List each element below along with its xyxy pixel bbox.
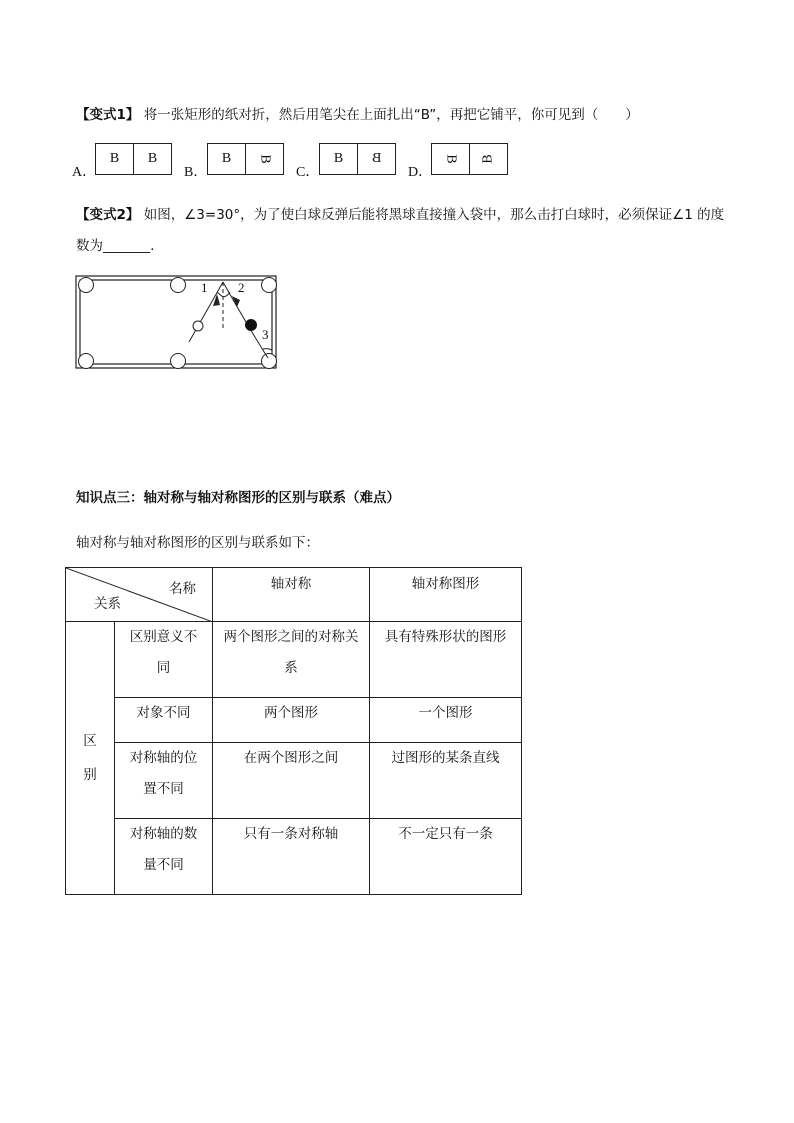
option-d-letter: D． xyxy=(408,165,433,180)
question-2-tag: 【变式2】 xyxy=(76,207,140,223)
aspect-cell xyxy=(115,622,213,698)
table-row xyxy=(66,743,522,819)
question-1-text: 将一张矩形的纸对折，然后用笔尖在上面扎出“B”，再把它铺平，你可见到（ ） xyxy=(143,107,639,123)
option-a-right-letter: B xyxy=(147,151,158,166)
question-1-tag: 【变式1】 xyxy=(76,107,140,123)
axial-symmetry-cell xyxy=(213,698,370,743)
pocket-top-left xyxy=(79,278,94,293)
angle-3-arc xyxy=(263,349,272,350)
cell-text-line: 在两个图形之间 xyxy=(243,750,339,766)
incoming-arrow-icon xyxy=(213,294,220,306)
cell-text-line: 两个图形 xyxy=(264,705,318,721)
option-c-left-letter: B xyxy=(333,151,344,166)
option-c-letter: C． xyxy=(296,165,320,180)
cell-text-line: 一个图形 xyxy=(418,705,473,721)
angle-2-label: 2 xyxy=(238,280,245,295)
section-intro: 轴对称与轴对称图形的区别与联系如下： xyxy=(76,535,319,551)
pocket-top-middle xyxy=(171,278,186,293)
axial-symmetry-cell xyxy=(213,819,370,895)
aspect-text-line: 对称轴的位 xyxy=(129,750,198,766)
cell-text-line: 只有一条对称轴 xyxy=(243,826,339,842)
angle-1-arc xyxy=(217,292,223,297)
aspect-text-line: 同 xyxy=(156,660,171,676)
question-2-text-continued: 数为_______． xyxy=(76,238,164,254)
header-col-1: 轴对称 xyxy=(213,568,370,622)
cell-text-line: 两个图形之间的对称关 xyxy=(223,629,359,645)
question-2 xyxy=(76,203,724,223)
table-corner-cell xyxy=(66,568,213,622)
pocket-top-right xyxy=(262,278,277,293)
aspect-text-line: 对称轴的数 xyxy=(129,826,198,842)
option-a-letter: A． xyxy=(72,165,97,180)
option-a-left-letter: B xyxy=(109,151,120,166)
option-d-figure[interactable] xyxy=(431,143,508,175)
symmetric-figure-cell xyxy=(370,819,522,895)
white-ball xyxy=(193,321,203,331)
billiard-table-figure xyxy=(72,270,282,374)
pocket-bottom-right xyxy=(262,354,277,369)
group-label-line-1: 区 xyxy=(83,733,97,749)
symmetric-figure-cell xyxy=(370,622,522,698)
option-b-left-letter: B xyxy=(221,151,232,166)
angle-3-label: 3 xyxy=(262,327,269,342)
aspect-cell xyxy=(115,819,213,895)
aspect-text-line: 置不同 xyxy=(143,781,184,797)
corner-top-label: 名称 xyxy=(169,581,196,597)
cell-text-line: 系 xyxy=(284,660,298,676)
cell-text-line: 过图形的某条直线 xyxy=(391,750,500,766)
symmetric-figure-cell xyxy=(370,698,522,743)
question-1 xyxy=(76,103,639,123)
cell-text-line: 具有特殊形状的图形 xyxy=(384,629,507,645)
question-2-text: 如图，∠3=30°，为了使白球反弹后能将黑球直接撞入袋中，那么击打白球时，必须保证∠1 的度 xyxy=(143,207,725,223)
header-col-2: 轴对称图形 xyxy=(370,568,522,622)
table-header-row xyxy=(66,568,522,622)
aspect-cell xyxy=(115,743,213,819)
aspect-cell xyxy=(115,698,213,743)
group-label-line-2: 别 xyxy=(83,767,97,783)
aspect-text-line: 对象不同 xyxy=(136,705,191,721)
comparison-table xyxy=(65,567,522,895)
aspect-text-line: 量不同 xyxy=(143,857,184,873)
option-d-left-letter: B xyxy=(443,154,459,164)
table-row xyxy=(66,622,522,698)
corner-bottom-label: 关系 xyxy=(94,596,121,612)
option-b-letter: B． xyxy=(184,165,208,180)
symmetric-figure-cell xyxy=(370,743,522,819)
axial-symmetry-cell xyxy=(213,743,370,819)
option-b-right-letter: B xyxy=(257,154,273,164)
option-b-figure[interactable] xyxy=(207,143,284,175)
table-row xyxy=(66,698,522,743)
section-heading: 知识点三：轴对称与轴对称图形的区别与联系（难点） xyxy=(76,490,400,506)
aspect-text-line: 区别意义不 xyxy=(129,629,198,645)
axial-symmetry-cell xyxy=(213,622,370,698)
cell-text-line: 不一定只有一条 xyxy=(398,826,493,842)
option-d-right-letter: B xyxy=(480,154,496,164)
option-c-right-letter: B xyxy=(371,151,382,166)
black-ball xyxy=(246,320,257,331)
pocket-bottom-middle xyxy=(171,354,186,369)
group-cell xyxy=(66,622,115,895)
angle-1-label: 1 xyxy=(201,280,208,295)
option-a-figure[interactable] xyxy=(95,143,172,175)
option-c-figure[interactable] xyxy=(319,143,396,175)
pocket-bottom-left xyxy=(79,354,94,369)
table-row xyxy=(66,819,522,895)
